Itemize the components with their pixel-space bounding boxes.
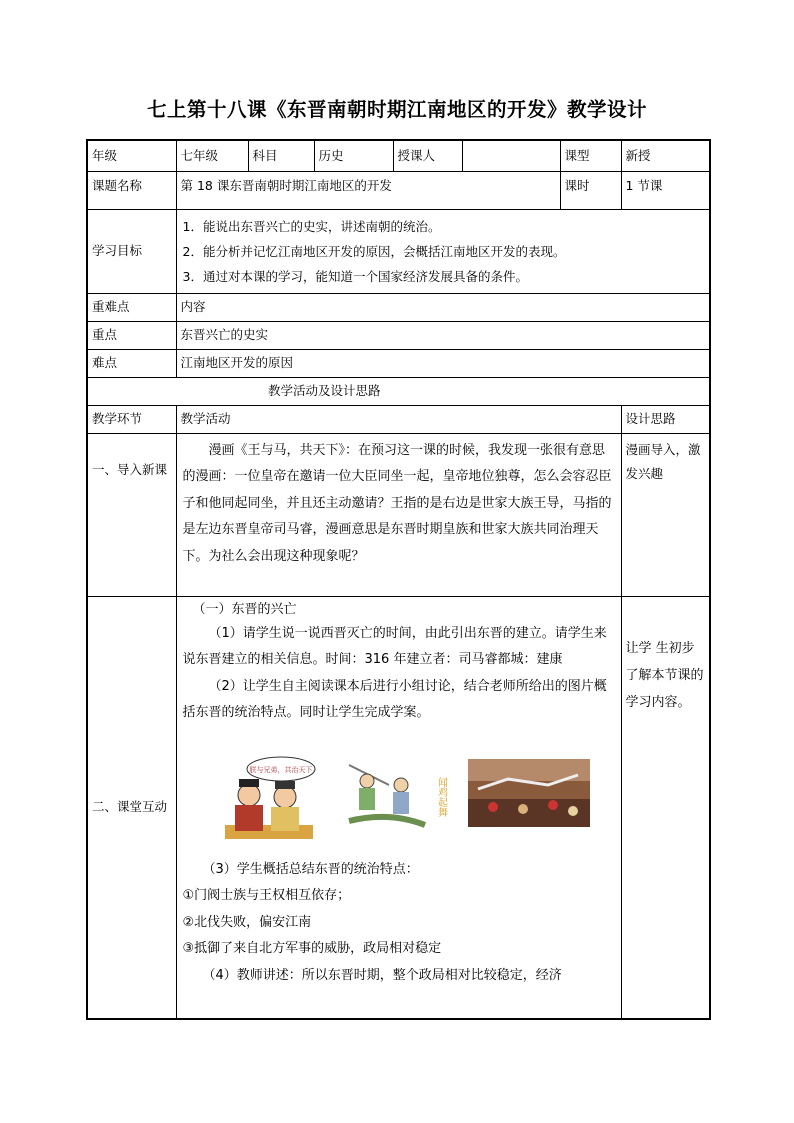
interactive-row: [87, 596, 710, 1019]
feature-item-3: ③抵御了来自北方军事的威胁，政局相对稳定: [182, 941, 442, 956]
difficulty-row: [87, 349, 710, 377]
topic-label: 课题名称: [87, 171, 176, 209]
grade-value: 七年级: [176, 140, 248, 171]
key-label: 重点: [87, 321, 176, 349]
info-row-1: [87, 140, 710, 171]
feature-item-1: ①门阀士族与王权相互依存；: [182, 888, 351, 903]
col-idea-header: 设计思路: [621, 405, 710, 433]
key-value: 东晋兴亡的史实: [176, 321, 710, 349]
intro-text: [176, 433, 621, 596]
difficulty-label: 难点: [87, 349, 176, 377]
section-title-row: [87, 377, 710, 405]
cartoon-speech-text: 朕与兄弟，共治天下: [249, 765, 312, 774]
goal-item-1: 1．能说出东晋兴亡的史实，讲述南朝的统治。: [182, 218, 441, 234]
cartoon-3-title: 闻鸡起舞: [435, 776, 446, 817]
intro-row: [87, 433, 710, 596]
teacher-label: 授课人: [393, 140, 462, 171]
hours-label: 课时: [560, 171, 621, 209]
interactive-content: [176, 596, 621, 1019]
feature-item-2: ②北伐失败，偏安江南: [182, 914, 312, 930]
intro-idea: 漫画导入，激发兴趣: [621, 433, 710, 596]
info-row-2: [87, 171, 710, 209]
type-value: 新授: [621, 140, 710, 171]
battle-painting-image: [468, 759, 590, 827]
intro-paragraph: 漫画《王与马，共天下》：在预习这一课的时候，我发现一张很有意思的漫画：一位皇帝在邀请一位大臣同坐一起，皇帝地位独尊，怎么会容忍臣子和他同起同坐，并且还主动邀请？王指的是右边是世家大族王导，马指的是左边东晋皇帝司马睿，漫画意思是东晋时期皇族和世家大族共同治理天下。为社么会出现这种现象呢？: [182, 442, 612, 564]
goal-item-2: 2．能分析并记忆江南地区开发的原因，会概括江南地区开发的表现。: [182, 243, 566, 259]
goals-label: 学习目标: [87, 209, 176, 293]
goals-content: [176, 209, 710, 293]
interactive-paragraph-1: （1）请学生说一说西晋灭亡的时间，由此引出东晋的建立。请学生来说东晋建立的相关信息。时间：316 年建立者：司马睿都城：建康: [182, 625, 607, 667]
type-label: 课型: [560, 140, 621, 171]
illustration-strip: [183, 755, 615, 851]
interactive-stage: 二、课堂互动: [87, 596, 176, 1019]
goal-item-3: 3．通过对本课的学习，能知道一个国家经济发展具备的条件。: [182, 268, 528, 284]
key-row: [87, 321, 710, 349]
interactive-idea: 让学 生初步了解本节课的学习内容。: [621, 596, 710, 1019]
cartoon-rising-at-cockcrow-image: [329, 755, 457, 839]
subject-value: 历史: [314, 140, 393, 171]
interactive-paragraph-4: （4）教师讲述：所以东晋时期，整个政局相对比较稳定，经济: [202, 967, 562, 983]
hours-value: 1 节课: [621, 171, 710, 209]
teacher-value: [462, 140, 560, 171]
keypoints-content-label: 内容: [176, 293, 710, 321]
section-title-text: 教学活动及设计思路: [268, 383, 381, 398]
difficulty-value: 江南地区开发的原因: [176, 349, 710, 377]
section-title: [87, 377, 710, 405]
goals-row: [87, 209, 710, 293]
col-activity-header: 教学活动: [176, 405, 621, 433]
subject-label: 科目: [248, 140, 314, 171]
cartoon-king-and-minister-image: [219, 755, 319, 851]
page-title: 七上第十八课《东晋南朝时期江南地区的开发》教学设计: [146, 98, 647, 121]
keypoints-header-row: [87, 293, 710, 321]
lesson-plan-table: [86, 139, 711, 1020]
intro-stage: 一、导入新课: [87, 433, 176, 596]
interactive-heading: （一）东晋的兴亡: [192, 601, 297, 617]
grade-label: 年级: [87, 140, 176, 171]
col-stage-header: 教学环节: [87, 405, 176, 433]
interactive-paragraph-3: （3）学生概括总结东晋的统治特点：: [202, 861, 419, 877]
keypoints-label: 重难点: [87, 293, 176, 321]
activity-header-row: [87, 405, 710, 433]
topic-value: 第 18 课东晋南朝时期江南地区的开发: [176, 171, 560, 209]
interactive-paragraph-2: （2）让学生自主阅读课本后进行小组讨论，结合老师所给出的图片概括东晋的统治特点。同时让学生完成学案。: [182, 678, 607, 720]
